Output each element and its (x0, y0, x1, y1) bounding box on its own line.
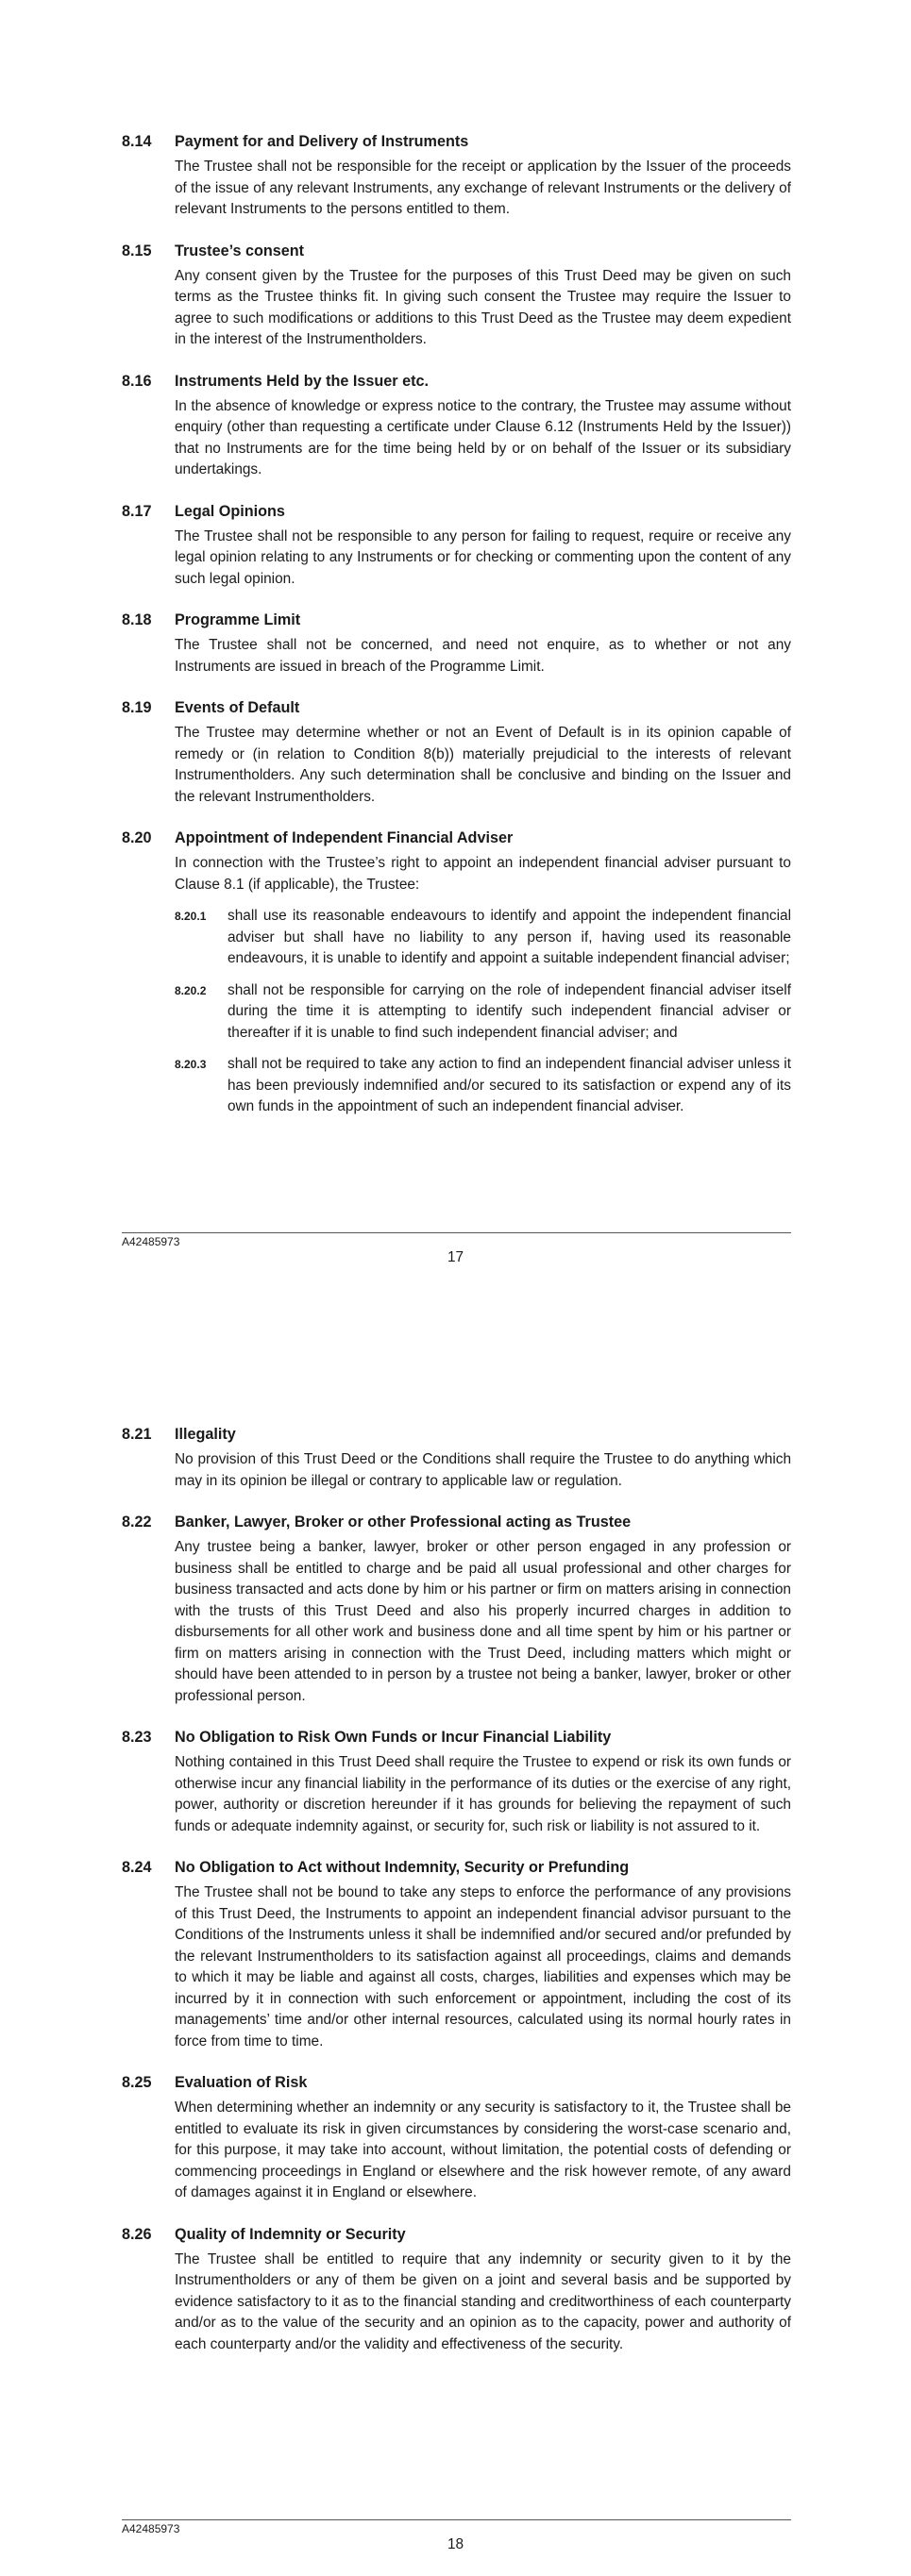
clause-number: 8.22 (122, 1514, 152, 1531)
clause-8-15 (122, 241, 791, 351)
page-number: 17 (447, 1249, 464, 1265)
footer-rule (122, 1232, 791, 1233)
subclause-8-20-3 (175, 1054, 791, 1118)
clause-number: 8.14 (122, 133, 152, 150)
clause-title: Appointment of Independent Financial Adviser (175, 829, 514, 846)
clause-body: The Trustee may determine whether or not an Event of Default is in its opinion capable of remedy or (in relation to Condition 8(b)) materially prejudicial to the interests of relevant Instrumentholders. Any such determination shall be conclusive and binding on the Issuer and the relevant Instrumentholders. (175, 725, 791, 805)
clause-number: 8.25 (122, 2074, 152, 2091)
clause-8-16 (122, 371, 791, 481)
clause-body: The Trustee shall be entitled to require that any indemnity or security given to it by the Instrumentholders or any of them be given on a joint and several basis and be supported by evidence satisfactory to it as to the financial standing and creditworthiness of each counterparty and/or as to the value of the security and an opinion as to the capacity, power and authority of each counterparty and/or the validity and effectiveness of the security. (175, 2250, 791, 2352)
clause-body: In the absence of knowledge or express notice to the contrary, the Trustee may assume without enquiry (other than requesting a certificate under Clause 6.12 (Instruments Held by the Issuer)) that no Instruments are for the time being held by or on behalf of the Issuer or its subsidiary undertakings. (175, 397, 791, 477)
clause-title: Trustee’s consent (175, 242, 305, 259)
clause-number: 8.16 (122, 372, 152, 390)
clause-8-17 (122, 501, 791, 591)
clause-number: 8.19 (122, 699, 152, 716)
clause-number: 8.24 (122, 1859, 152, 1876)
page-18 (0, 1288, 911, 2576)
document-reference: A42485973 (122, 2522, 180, 2535)
clause-body: Any consent given by the Trustee for the purposes of this Trust Deed may be given on such terms as the Trustee thinks fit. In giving such consent the Trustee may require the Issuer to agree to such modifications or additions to this Trust Deed as the Trustee may deem expedient in the interest of the Instrumentholders. (175, 267, 791, 347)
clause-title: Legal Opinions (175, 502, 285, 520)
subclause-number: 8.20.3 (175, 1058, 207, 1071)
clause-8-20 (122, 828, 791, 1118)
document-reference: A42485973 (122, 1235, 180, 1248)
subclause-8-20-2 (175, 980, 791, 1045)
page-17-content (122, 131, 791, 1138)
clause-body: When determining whether an indemnity or any security is satisfactory to it, the Trustee shall be entitled to evaluate its risk in given circumstances by considering the worst-case scenario and, for this purpose, it may take into account, without limitation, the potential costs of defending or commencing proceedings in England or elsewhere and the risk however remote, of any award of damages against it in England or elsewhere. (175, 2099, 791, 2200)
clause-body: The Trustee shall not be responsible for the receipt or application by the Issuer of the proceeds of the issue of any relevant Instruments, any exchange of relevant Instruments or the delivery of relevant Instruments to the persons entitled to them. (175, 159, 791, 217)
clause-title: Illegality (175, 1426, 236, 1443)
clause-title: No Obligation to Act without Indemnity, Security or Prefunding (175, 1859, 630, 1876)
clause-number: 8.17 (122, 502, 152, 520)
subclause-number: 8.20.2 (175, 983, 207, 997)
clause-number: 8.23 (122, 1729, 152, 1746)
subclause-number: 8.20.1 (175, 910, 207, 923)
subclause-text: shall not be required to take any action to find an independent financial adviser unless it has been previously indemnified and/or secured to its satisfaction or expend any of its own funds in the appointment of such an independent financial adviser. (228, 1056, 791, 1114)
clause-body: The Trustee shall not be bound to take any steps to enforce the performance of any provisions of this Trust Deed, the Instruments to appoint an independent financial advisor pursuant to the Conditions of the Instruments unless it shall be indemnified and/or secured and/or prefunded by the relevant Instrumentholders to its satisfaction against all proceedings, claims and demands to which it may be liable and against all costs, charges, liabilities and expenses which may be incurred by it in connection with such enforcement or appointment, including the cost of its managements’ time and/or other internal resources, calculated using its normal hourly rates in force from time to time. (175, 1884, 791, 2049)
clause-number: 8.15 (122, 242, 152, 259)
clause-title: Instruments Held by the Issuer etc. (175, 372, 429, 390)
subclause-8-20-1 (175, 906, 791, 970)
page-18-content (122, 1424, 791, 2375)
subclause-text: shall not be responsible for carrying on the role of independent financial adviser itself during the time it is attempting to identify such independent financial adviser or thereafter if it is unable to find such independent financial adviser; and (228, 981, 791, 1041)
clause-title: No Obligation to Risk Own Funds or Incur Financial Liability (175, 1729, 612, 1746)
clause-8-21 (122, 1424, 791, 1492)
clause-number: 8.18 (122, 611, 152, 628)
clause-title: Banker, Lawyer, Broker or other Professional acting as Trustee (175, 1514, 632, 1531)
clause-body: No provision of this Trust Deed or the Conditions shall require the Trustee to do anything which may in its opinion be illegal or contrary to applicable law or regulation. (175, 1451, 791, 1489)
clause-body: In connection with the Trustee’s right to appoint an independent financial adviser pursuant to Clause 8.1 (if applicable), the Trustee: (175, 855, 791, 893)
clause-8-24 (122, 1857, 791, 2052)
clause-title: Evaluation of Risk (175, 2074, 308, 2091)
clause-8-23 (122, 1727, 791, 1837)
clause-8-19 (122, 697, 791, 808)
clause-title: Quality of Indemnity or Security (175, 2225, 406, 2243)
clause-body: The Trustee shall not be responsible to any person for failing to request, require or receive any legal opinion relating to any Instruments or for checking or commenting upon the content of any such legal opinion. (175, 527, 791, 587)
subclause-text: shall use its reasonable endeavours to identify and appoint the independent financial adviser but shall have no liability to any person if, having used its reasonable endeavours, it is unable to identify and appoint a suitable independent financial adviser; (228, 908, 791, 966)
clause-body: Nothing contained in this Trust Deed shall require the Trustee to expend or risk its own funds or otherwise incur any financial liability in the performance of its duties or the exercise of any right, power, authority or discretion hereunder if it has grounds for believing the repayment of such funds or adequate indemnity against, or security for, such risk or liability is not assured to it. (175, 1754, 791, 1834)
page-number: 18 (447, 2536, 464, 2552)
clause-body: Any trustee being a banker, lawyer, broker or other person engaged in any profession or business shall be entitled to charge and be paid all usual professional and other charges for business transacted and acts done by him or his partner or firm on matters arising in connection with the trusts of this Trust Deed and also his properly incurred charges in addition to disbursements for all other work and business done and all time spent by him or his partner or firm on matters arising in connection with the Trust Deed, including matters which might or should have been attended to in person by a trustee not being a banker, lawyer, broker or other professional person. (175, 1539, 791, 1704)
clause-title: Programme Limit (175, 611, 301, 628)
clause-number: 8.26 (122, 2225, 152, 2243)
footer-rule (122, 2519, 791, 2520)
clause-number: 8.21 (122, 1426, 152, 1443)
clause-title: Events of Default (175, 699, 300, 716)
clause-number: 8.20 (122, 829, 152, 846)
clause-8-22 (122, 1512, 791, 1707)
clause-body: The Trustee shall not be concerned, and need not enquire, as to whether or not any Instruments are issued in breach of the Programme Limit. (175, 637, 791, 675)
clause-title: Payment for and Delivery of Instruments (175, 133, 469, 150)
clause-8-25 (122, 2072, 791, 2204)
clause-8-18 (122, 610, 791, 677)
clause-8-26 (122, 2224, 791, 2356)
clause-8-14 (122, 131, 791, 221)
